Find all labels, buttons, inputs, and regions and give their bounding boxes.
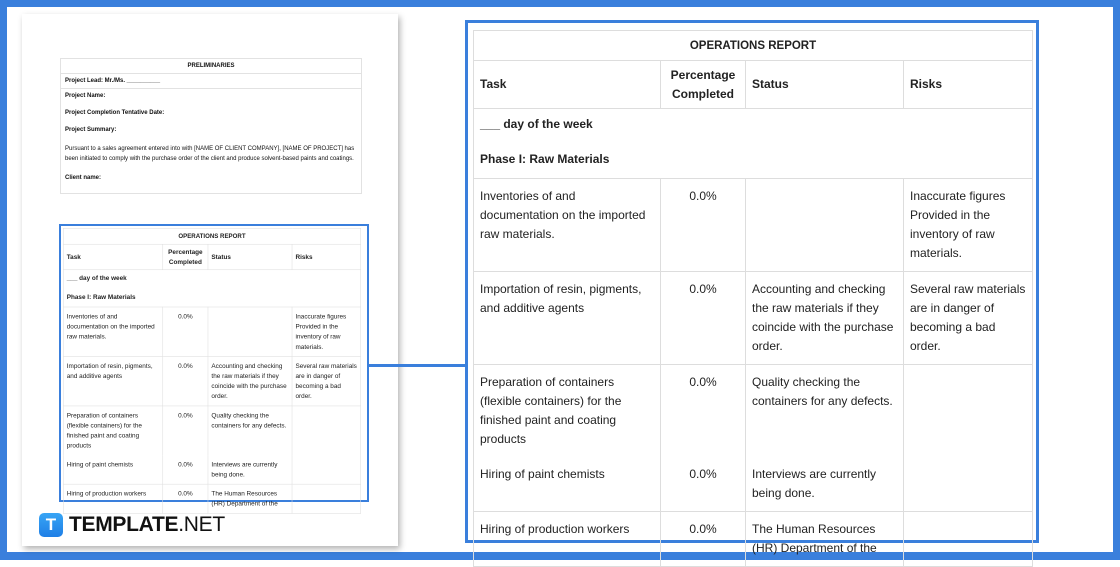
risks-cell	[904, 512, 1033, 567]
header-percentage: Percentage Completed	[661, 61, 746, 109]
risks-cell	[292, 455, 361, 484]
template-net-logo	[39, 513, 225, 537]
report-title: OPERATIONS REPORT	[63, 228, 360, 244]
risks-cell: Several raw materials are in danger of becoming a bad order.	[292, 356, 361, 405]
header-status: Status	[208, 244, 292, 270]
table-row	[474, 365, 1033, 458]
summary-label: Project Summary:	[65, 127, 117, 133]
header-risks: Risks	[904, 61, 1033, 109]
status-cell: Accounting and checking the raw materials if they coincide with the purchase order.	[746, 272, 904, 365]
percentage-cell: 0.0%	[163, 484, 208, 513]
percentage-cell: 0.0%	[661, 272, 746, 365]
day-label: ___ day of the week	[480, 117, 593, 131]
percentage-cell: 0.0%	[661, 457, 746, 512]
table-row	[474, 512, 1033, 567]
risks-cell	[292, 406, 361, 455]
status-cell: The Human Resources (HR) Department of the	[208, 484, 292, 513]
table-row	[63, 455, 360, 484]
status-cell: Quality checking the containers for any defects.	[746, 365, 904, 458]
day-label: ___ day of the week	[66, 274, 127, 282]
table-row	[63, 356, 360, 405]
client-name: Client name:	[65, 175, 102, 181]
header-status: Status	[746, 61, 904, 109]
percentage-cell: 0.0%	[661, 365, 746, 458]
phase-label: Phase I: Raw Materials	[66, 292, 136, 301]
status-cell: Quality checking the containers for any defects.	[208, 406, 292, 455]
task-cell: Importation of resin, pigments, and additive agents	[474, 272, 661, 365]
phase-label: Phase I: Raw Materials	[480, 152, 610, 166]
project-lead: Project Lead: Mr./Ms. __________	[61, 74, 361, 89]
completion-date: Project Completion Tentative Date:	[65, 110, 165, 116]
header-risks: Risks	[292, 244, 361, 270]
project-name: Project Name:	[65, 93, 106, 99]
status-cell: Interviews are currently being done.	[746, 457, 904, 512]
operations-report-table-thumbnail	[63, 228, 361, 514]
risks-cell: Inaccurate figures Provided in the inventory of raw materials.	[292, 307, 361, 356]
percentage-cell: 0.0%	[163, 356, 208, 405]
connector-line	[368, 364, 466, 367]
summary-text: Pursuant to a sales agreement entered into with [NAME OF CLIENT COMPANY], [NAME OF PROJECT] has been initiated to comply with the purchase order of the client and produce solvent-based paints and coatings.	[65, 146, 355, 162]
task-cell: Hiring of production workers	[63, 484, 162, 513]
logo-suffix: .NET	[178, 513, 225, 536]
status-cell	[208, 307, 292, 356]
percentage-cell: 0.0%	[661, 179, 746, 272]
status-cell	[746, 179, 904, 272]
header-task: Task	[474, 61, 661, 109]
task-cell: Preparation of containers (flexible containers) for the finished paint and coating products	[63, 406, 162, 455]
risks-cell	[904, 457, 1033, 512]
task-cell: Hiring of paint chemists	[63, 455, 162, 484]
table-row	[63, 406, 360, 455]
logo-icon: T	[39, 513, 63, 537]
preliminaries-table	[60, 58, 362, 194]
task-cell: Inventories of and documentation on the imported raw materials.	[63, 307, 162, 356]
table-row	[474, 179, 1033, 272]
preliminaries-title: PRELIMINARIES	[61, 59, 361, 74]
task-cell: Inventories of and documentation on the imported raw materials.	[474, 179, 661, 272]
percentage-cell: 0.0%	[163, 406, 208, 455]
table-row	[63, 307, 360, 356]
task-cell: Preparation of containers (flexible containers) for the finished paint and coating products	[474, 365, 661, 458]
task-cell: Hiring of paint chemists	[474, 457, 661, 512]
document-page	[22, 14, 398, 546]
status-cell: The Human Resources (HR) Department of the	[746, 512, 904, 567]
header-percentage: Percentage Completed	[163, 244, 208, 270]
report-title: OPERATIONS REPORT	[474, 31, 1033, 61]
risks-cell	[292, 484, 361, 513]
percentage-cell: 0.0%	[163, 455, 208, 484]
percentage-cell: 0.0%	[661, 512, 746, 567]
header-task: Task	[63, 244, 162, 270]
operations-report-table	[473, 30, 1033, 567]
risks-cell: Several raw materials are in danger of becoming a bad order.	[904, 272, 1033, 365]
task-cell: Importation of resin, pigments, and additive agents	[63, 356, 162, 405]
risks-cell	[904, 365, 1033, 458]
risks-cell: Inaccurate figures Provided in the inventory of raw materials.	[904, 179, 1033, 272]
table-row	[63, 484, 360, 513]
zoomed-report	[465, 20, 1039, 555]
table-row	[474, 457, 1033, 512]
percentage-cell: 0.0%	[163, 307, 208, 356]
status-cell: Accounting and checking the raw materials if they coincide with the purchase order.	[208, 356, 292, 405]
status-cell: Interviews are currently being done.	[208, 455, 292, 484]
logo-text: TEMPLATE	[69, 513, 179, 536]
table-row	[474, 272, 1033, 365]
highlight-box-small	[59, 224, 369, 508]
task-cell: Hiring of production workers	[474, 512, 661, 567]
